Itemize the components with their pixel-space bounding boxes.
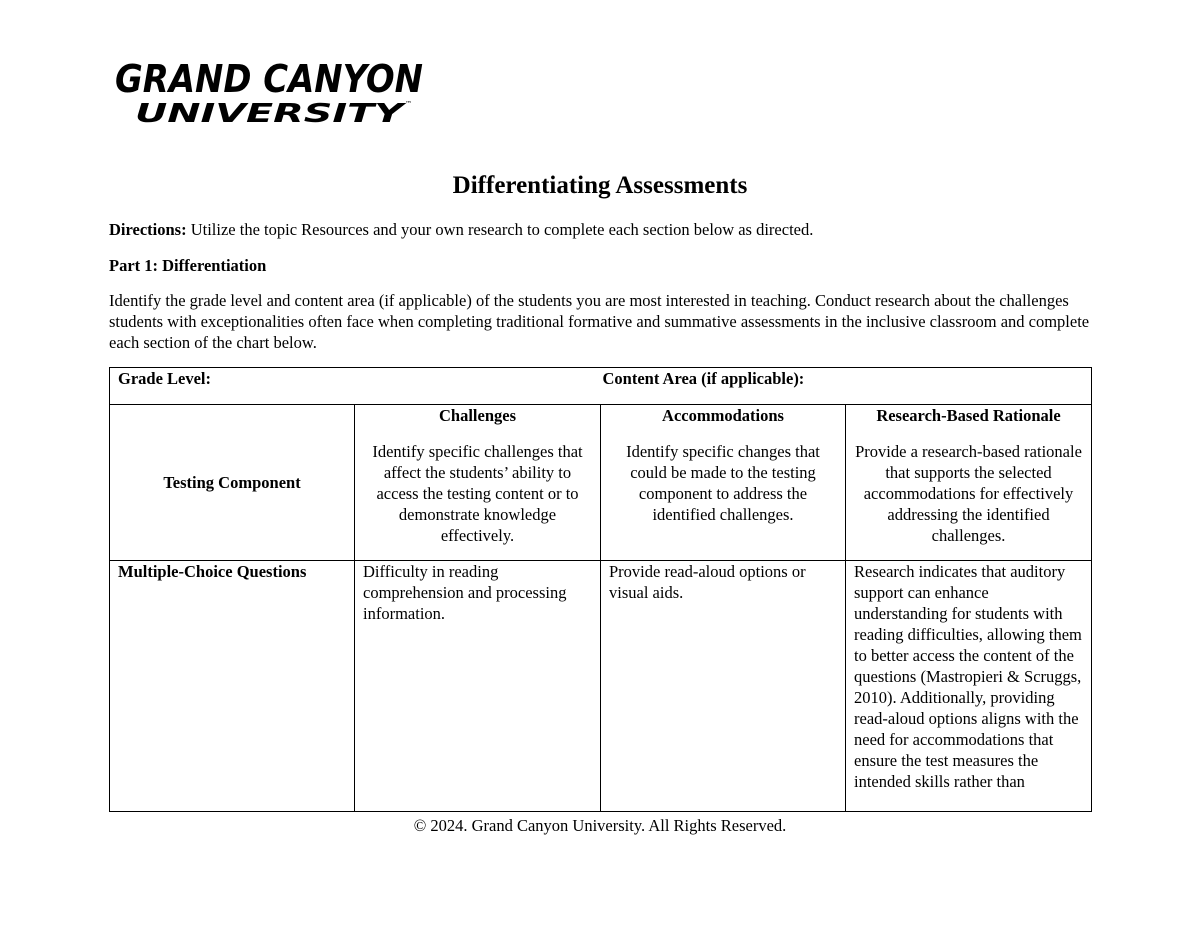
header-row (110, 405, 1092, 561)
grade-content-row (110, 368, 1092, 405)
column-description: Provide a research-based rationale that supports the selected accommodations for effectively addressing the identified challenges. (855, 442, 1082, 545)
column-description: Identify specific changes that could be made to the testing component to address the identified challenges. (626, 442, 820, 524)
column-description: Identify specific challenges that affect the students’ ability to access the testing content or to demonstrate knowledge effectively. (372, 442, 583, 545)
accommodations-header (601, 405, 846, 561)
directions (109, 219, 1094, 240)
row-component-label: Multiple-Choice Questions (110, 561, 355, 812)
content-area-label: Content Area (if applicable): (602, 369, 805, 388)
gcu-logo (113, 56, 433, 128)
logo-line-2: UNIVERSITY (135, 99, 408, 128)
accommodations-cell: Provide read-aloud options or visual aids. (601, 561, 846, 812)
logo-line-1: GRAND CANYON (115, 57, 423, 101)
grade-content-cell (110, 368, 1092, 405)
logo-trademark: ™ (405, 100, 412, 108)
column-title: Challenges (438, 406, 516, 425)
part1-heading: Part 1: Differentiation (109, 256, 267, 275)
rationale-header (846, 405, 1092, 561)
rationale-cell (846, 561, 1092, 812)
column-title: Research-Based Rationale (876, 406, 1061, 425)
table-row (110, 561, 1092, 812)
intro-paragraph: Identify the grade level and content area (if applicable) of the students you are most interested in teaching. Conduct research about the challenges students with exceptionalities often face when completing traditional formative and summative assessments in the inclusive classroom and complete each section of the chart below. (109, 291, 1090, 352)
challenges-cell: Difficulty in reading comprehension and processing information. (355, 561, 601, 812)
grade-level-label: Grade Level: (118, 369, 212, 388)
directions-text: Utilize the topic Resources and your own research to complete each section below as directed. (186, 220, 814, 239)
copyright-footer: © 2024. Grand Canyon University. All Rights Reserved. (413, 816, 787, 835)
challenges-header (355, 405, 601, 561)
page-title: Differentiating Assessments (452, 172, 748, 199)
rationale-text: Research indicates that auditory support can enhance understanding for students with reading difficulties, allowing them to better access the content of the questions (Mastropieri & Scruggs, 2010). Additionally, providing read-aloud options aligns with the need for accommodations that ensure the test measures the intended skills rather than (854, 562, 1082, 791)
testing-component-header: Testing Component (110, 405, 355, 561)
assessment-chart (109, 367, 1092, 812)
column-title: Accommodations (662, 406, 784, 425)
directions-label: Directions: (109, 220, 187, 239)
